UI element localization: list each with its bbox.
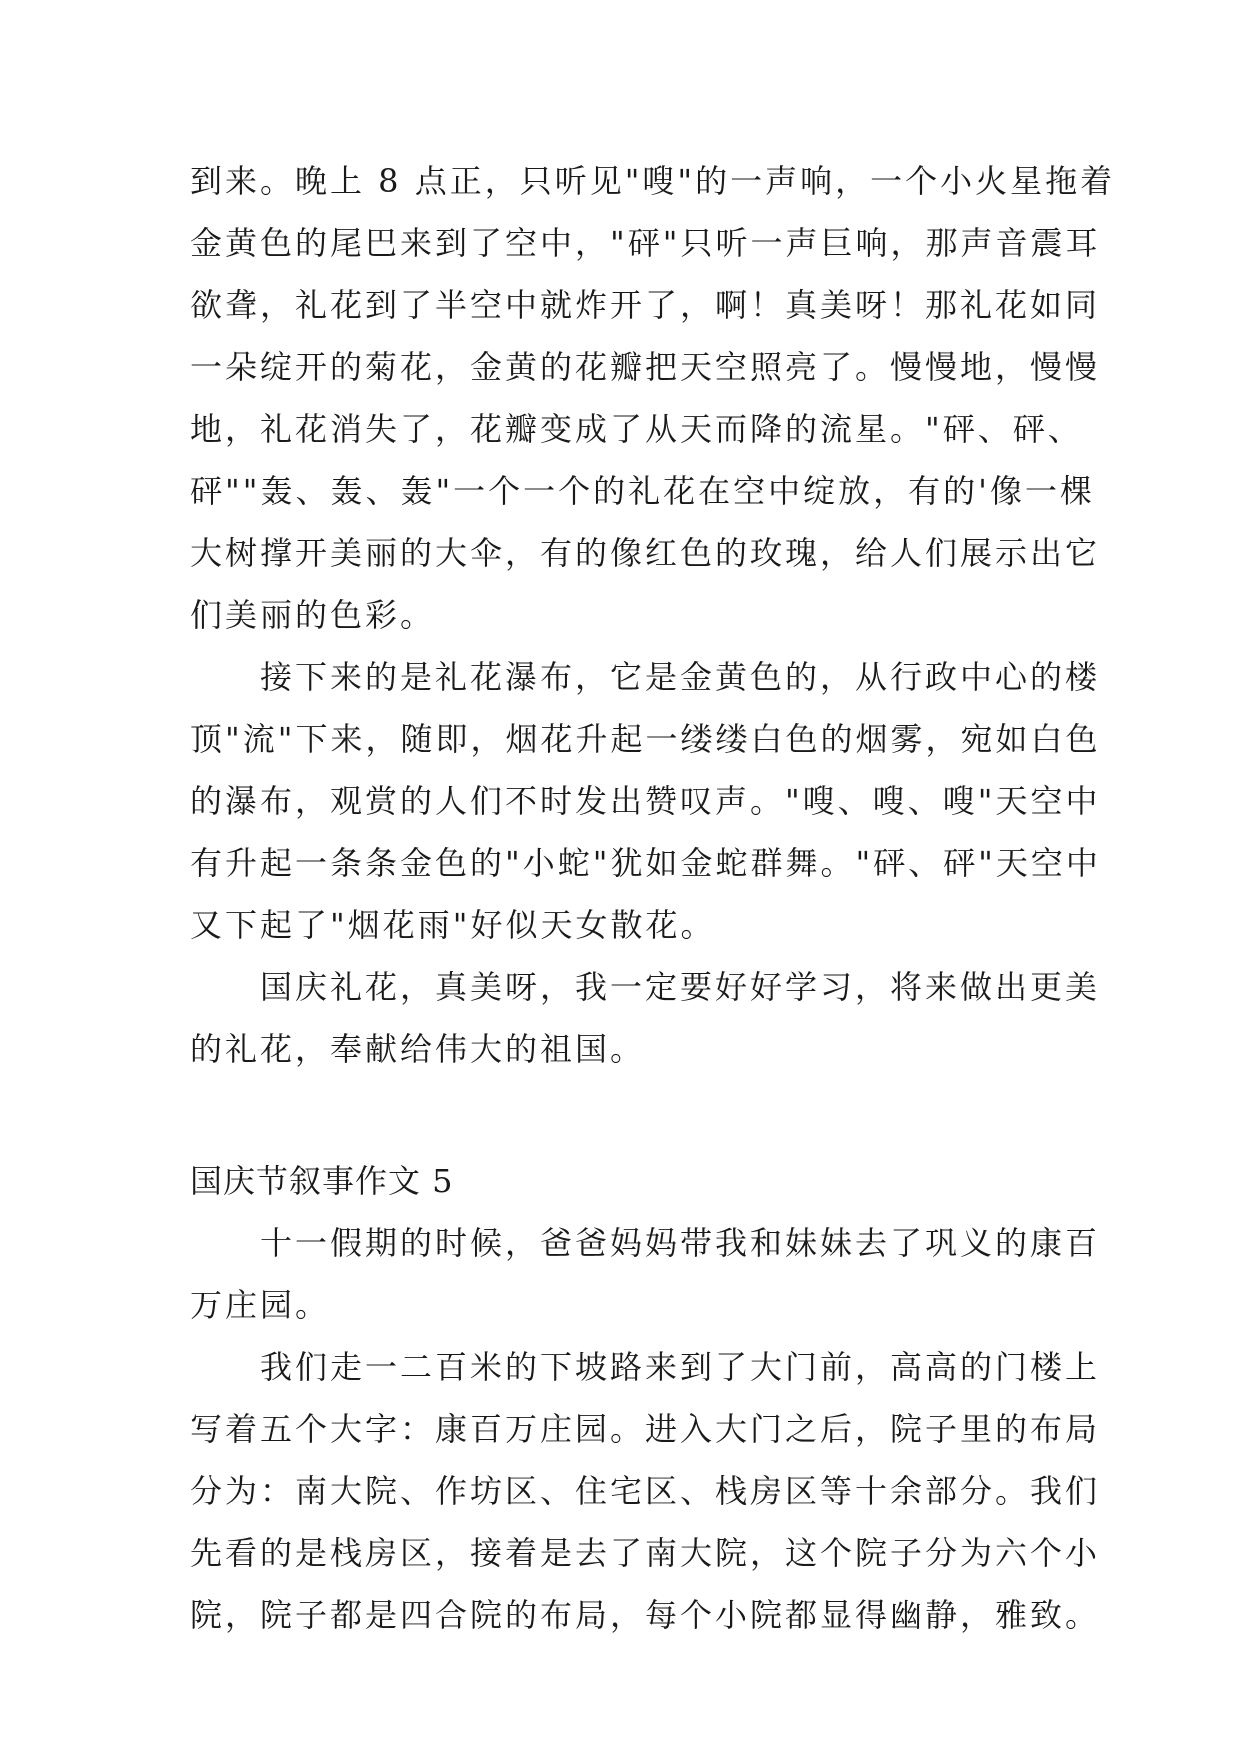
section-gap [190,1080,1070,1150]
paragraph-line: 砰""轰、轰、轰"一个一个的礼花在空中绽放，有的'像一棵 [190,472,1095,510]
section-heading: 国庆节叙事作文 5 [190,1162,454,1200]
paragraph-line: 写着五个大字：康百万庄园。进入大门之后，院子里的布局 [190,1410,1101,1448]
paragraph-line: 有升起一条条金色的"小蛇"犹如金蛇群舞。"砰、砰"天空中 [190,844,1101,882]
paragraph-line: 大树撑开美丽的大伞，有的像红色的玫瑰，给人们展示出它 [190,534,1101,572]
paragraph-line: 十一假期的时候，爸爸妈妈带我和妹妹去了巩义的康百 [260,1224,1101,1262]
paragraph-line: 国庆礼花，真美呀，我一定要好好学习，将来做出更美 [260,968,1101,1006]
paragraph-line: 我们走一二百米的下坡路来到了大门前，高高的门楼上 [260,1348,1101,1386]
paragraph-line: 顶"流"下来，随即，烟花升起一缕缕白色的烟雾，宛如白色 [190,720,1101,758]
paragraph-line: 到来。晚上 8 点正，只听见"嗖"的一声响，一个小火星拖着 [190,162,1116,200]
paragraph-line: 分为：南大院、作坊区、住宅区、栈房区等十余部分。我们 [190,1472,1101,1510]
paragraph-line: 们美丽的色彩。 [190,596,436,634]
paragraph-line: 先看的是栈房区，接着是去了南大院，这个院子分为六个小 [190,1534,1101,1572]
paragraph-line: 万庄园。 [190,1286,331,1324]
paragraph-line: 院，院子都是四合院的布局，每个小院都显得幽静，雅致。 [190,1596,1101,1634]
paragraph-line: 地，礼花消失了，花瓣变成了从天而降的流星。"砰、砰、 [190,410,1083,448]
paragraph-line: 一朵绽开的菊花，金黄的花瓣把天空照亮了。慢慢地，慢慢 [190,348,1101,386]
document-body [190,150,1116,1646]
paragraph-line: 的瀑布，观赏的人们不时发出赞叹声。"嗖、嗖、嗖"天空中 [190,782,1101,820]
paragraph-line: 的礼花，奉献给伟大的祖国。 [190,1030,646,1068]
paragraph-line: 金黄色的尾巴来到了空中，"砰"只听一声巨响，那声音震耳 [190,224,1101,262]
paragraph-line: 接下来的是礼花瀑布，它是金黄色的，从行政中心的楼 [260,658,1101,696]
paragraph-line: 又下起了"烟花雨"好似天女散花。 [190,906,716,944]
paragraph-line: 欲聋，礼花到了半空中就炸开了，啊！真美呀！那礼花如同 [190,286,1101,324]
